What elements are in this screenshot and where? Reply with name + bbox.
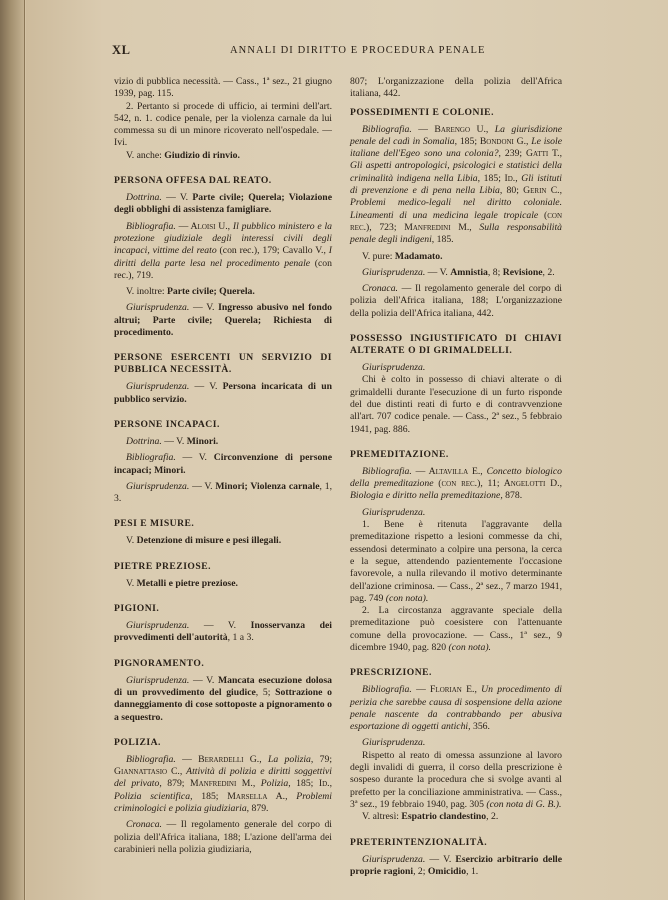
entry-bibliografia: Bibliografia. — V. Circonvenzione di persone incapaci; Minori. xyxy=(114,452,332,476)
entry-giurisprudenza: Giurisprudenza. — V. Inosservanza dei provvedimenti dell'autorità, 1 a 3. xyxy=(114,620,332,644)
running-header xyxy=(112,44,558,60)
section-heading-persone-incapaci: PERSONE INCAPACI. xyxy=(114,418,220,430)
entry-dottrina: Dottrina. — V. Minori. xyxy=(126,435,219,447)
section-heading-possedimenti: POSSEDIMENTI E COLONIE. xyxy=(350,106,494,118)
binding-shadow-line xyxy=(24,0,25,900)
entry-giurisprudenza: Giurisprudenza. — V. Minori; Violenza carnale, 1, 3. xyxy=(114,480,333,505)
running-title: ANNALI DI DIRITTO E PROCEDURA PENALE xyxy=(230,45,486,56)
section-heading-pignoramento: PIGNORAMENTO. xyxy=(114,657,205,669)
see-also: V. Metalli e pietre preziose. xyxy=(126,577,238,589)
entry-bibliografia: Bibliografia. — Berardelli G., La polizia, 79; Giannattasio C., Attività di polizia e diritti soggettivi del privato, 879; Manfredini M., Polizia, 185; Id., Polizia scientifica, 185; Marsella A., Problemi criminologici e polizia giudiziaria, 879. xyxy=(114,753,333,814)
entry-cronaca: Cronaca. — Il regolamento generale del corpo di polizia dell'Africa italiana, 188; L'organizzazione della polizia dell'Africa italiana, 442. xyxy=(350,283,562,319)
right-column xyxy=(350,76,562,878)
book-binding-edge xyxy=(0,0,24,900)
entry-giurisprudenza: Giurisprudenza. — V. Amnistia, 8; Revisione, 2. xyxy=(362,266,555,278)
section-heading-polizia: POLIZIA. xyxy=(114,736,161,748)
entry-giurisprudenza-label: Giurisprudenza. xyxy=(362,362,426,374)
entry-bibliografia: Bibliografia. — Altavilla E., Concetto biologico della premeditazione (con rec.), 11; Angelotti D., Biologia e diritto nella premeditazione, 878. xyxy=(350,465,562,502)
see-also: V. altresì: Espatrio clandestino, 2. xyxy=(362,811,499,823)
entry-bibliografia: Bibliografia. — Florian E., Un procedimento di perizia che sarebbe causa di sospensione della azione penale nascente da contrabbando per abusiva esportazione di oggetti antichi, 356. xyxy=(350,684,562,733)
left-column xyxy=(114,76,332,856)
section-heading-prescrizione: PRESCRIZIONE. xyxy=(350,667,432,679)
section-heading-pigioni: PIGIONI. xyxy=(114,603,160,615)
entry-giurisprudenza-label: Giurisprudenza. xyxy=(362,506,426,518)
section-heading-preterintenzionalita: PRETERINTENZIONALITÀ. xyxy=(350,836,488,848)
section-heading-possesso-ingiustificato: POSSESSO INGIUSTIFICATO DI CHIAVI ALTERATE O DI GRIMALDELLI. xyxy=(350,333,562,357)
entry-giurisprudenza: Giurisprudenza. — V. Ingresso abusivo nel fondo altrui; Parte civile; Querela; Richiesta di procedimento. xyxy=(114,302,332,339)
section-heading-premeditazione: PREMEDITAZIONE. xyxy=(350,448,449,460)
entry-bibliografia: Bibliografia. — Barengo U., La giurisdizione penale del cadì in Somalia, 185; Bondoni G., Le isole italiane dell'Egeo sono una colonia?, 239; Gatti T., Gli aspetti antropologici, psicologici e statistici della criminalità indigena nella Libia, 185; Id., Gli istituti di prevenzione e di pena nella Libia, 80; Gerin C., Problemi medico-legali nel diritto coloniale. Lineamenti di una medicina legale tropicale (con rec.), 723; Manfredini M., Sulla responsabilità penale degli indigeni, 185. xyxy=(350,123,563,246)
see-also: V. anche: Giudizio di rinvio. xyxy=(126,149,240,161)
paragraph: Rispetto al reato di omessa assunzione al lavoro degli invalidi di guerra, il corso della prescrizione è sospeso durante la procedura che si svolge avanti al prefetto per la conciliazione amministrativa. — Cass., 3ª sez., 19 febbraio 1940, pag. 305 (con nota di G. B.). xyxy=(350,749,562,810)
entry-bibliografia: Bibliografia. — Aloisi U., Il pubblico ministero e la protezione giudiziale degli interessi civili degli incapaci, vittime del reato (con rec.), 179; Cavallo V., I diritti della parte lesa nel procedimento penale (con rec.), 719. xyxy=(114,220,332,281)
paragraph: Chi è colto in possesso di chiavi alterate o di grimaldelli durante l'esecuzione di un furto risponde del due distinti reati di furto e di contravvenzione all'art. 707 codice penale. — Cass., 2ª sez., 5 febbraio 1941, pag. 886. xyxy=(350,374,562,435)
paragraph: 1. Bene è ritenuta l'aggravante della premeditazione rispetto a lesioni commesse da chi, essendosi determinato a colpire una persona, la cerca e la segue, attendendo pazientemente l'occasione favorevole, a nulla rilevando il motivo determinante dell'azione criminosa. — Cass., 2ª sez., 7 marzo 1941, pag. 749 (con nota). xyxy=(350,519,562,604)
paragraph: vizio di pubblica necessità. — Cass., 1ª sez., 21 giugno 1939, pag. 115. xyxy=(114,76,332,100)
entry-giurisprudenza: Giurisprudenza. — V. Persona incaricata di un pubblico servizio. xyxy=(114,381,332,405)
see-also: V. inoltre: Parte civile; Querela. xyxy=(126,286,255,298)
entry-giurisprudenza: Giurisprudenza. — V. Mancata esecuzione dolosa di un provvedimento del giudice, 5; Sottrazione o danneggiamento di cose sottoposte a pignoramento o a sequestro. xyxy=(114,674,332,723)
section-heading-persona-offesa: PERSONA OFFESA DAL REATO. xyxy=(114,175,272,187)
entry-giurisprudenza: Giurisprudenza. — V. Esercizio arbitrario delle proprie ragioni, 2; Omicidio, 1. xyxy=(350,853,562,877)
section-heading-pesi-e-misure: PESI E MISURE. xyxy=(114,518,195,530)
page-number: XL xyxy=(112,43,131,57)
see-also: V. Detenzione di misure e pesi illegali. xyxy=(126,535,282,547)
paragraph: 2. La circostanza aggravante speciale della premeditazione può coesistere con l'attenuante comune della provocazione. — Cass., 1ª sez., 9 dicembre 1940, pag. 820 (con nota). xyxy=(350,605,562,653)
see-also: V. pure: Madamato. xyxy=(362,250,443,262)
entry-cronaca: Cronaca. — Il regolamento generale del corpo di polizia dell'Africa italiana, 188; L'azione dell'arma dei carabinieri nella polizia giudiziaria, xyxy=(114,819,332,855)
section-heading-pietre-preziose: PIETRE PREZIOSE. xyxy=(114,560,212,572)
entry-giurisprudenza-label: Giurisprudenza. xyxy=(362,737,426,749)
paragraph: 2. Pertanto si procede di ufficio, ai termini dell'art. 542, n. 1. codice penale, per la violenza carnale da lui commessa su di un minore ricoverato nell'ospedale. — Ivi. xyxy=(114,100,332,149)
section-heading-persone-esercenti: PERSONE ESERCENTI UN SERVIZIO DI PUBBLICA NECESSITÀ. xyxy=(114,352,332,376)
entry-dottrina: Dottrina. — V. Parte civile; Querela; Violazione degli obblighi di assistenza famigliare. xyxy=(114,192,332,216)
paragraph: 807; L'organizzazione della polizia dell'Africa italiana, 442. xyxy=(350,76,562,100)
